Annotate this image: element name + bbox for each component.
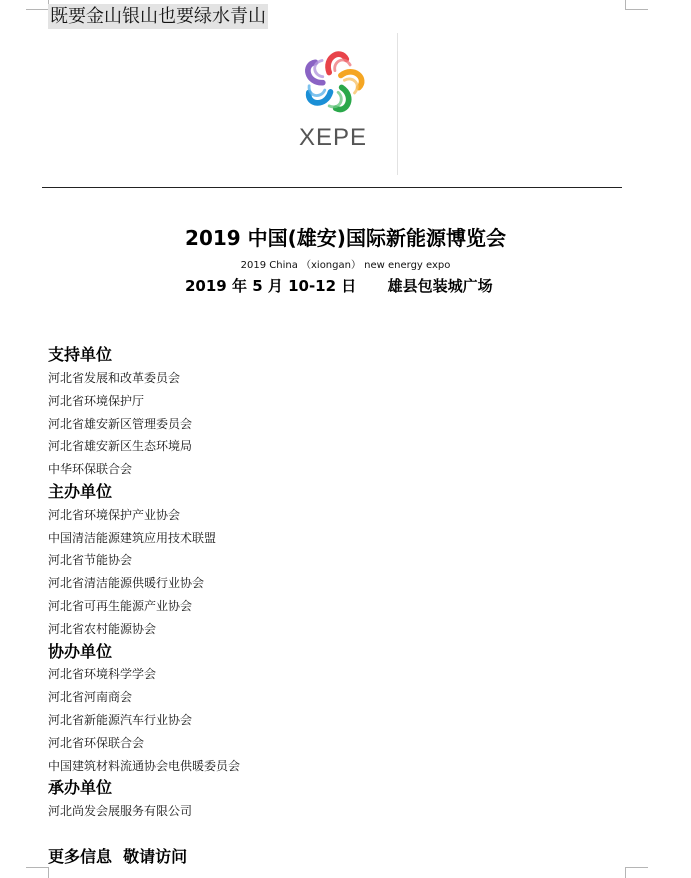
list-item: 河北省环保联合会 (48, 736, 145, 750)
horizontal-rule (42, 187, 622, 188)
list-item: 河北省环境保护厅 (48, 394, 145, 408)
event-title: 2019 中国(雄安)国际新能源博览会 (185, 226, 506, 250)
list-item: 河北尚发会展服务有限公司 (48, 804, 193, 818)
list-item: 河北省新能源汽车行业协会 (48, 713, 193, 727)
list-item: 河北省发展和改革委员会 (48, 371, 181, 385)
logo-divider (397, 33, 398, 175)
event-date-venue (185, 275, 493, 296)
section-heading: 承办单位 (48, 778, 113, 797)
page-corner-mark (625, 0, 648, 10)
section-heading: 协办单位 (48, 642, 113, 661)
list-item: 河北省雄安新区生态环境局 (48, 439, 193, 453)
list-item: 河北省环境科学学会 (48, 667, 157, 681)
list-item: 中国清洁能源建筑应用技术联盟 (48, 531, 217, 545)
event-subtitle: 2019 China （xiongan） new energy expo (240, 260, 451, 271)
page-corner-mark (26, 0, 49, 10)
logo-wordmark: XEPE (298, 124, 368, 151)
list-item: 河北省雄安新区管理委员会 (48, 417, 193, 431)
star-emblem-icon (295, 44, 371, 120)
list-item: 河北省清洁能源供暖行业协会 (48, 576, 205, 590)
more-info-text: 更多信息 敬请访问 (48, 847, 188, 866)
page-corner-mark (625, 867, 648, 878)
list-item: 河北省河南商会 (48, 690, 133, 704)
section-heading: 主办单位 (48, 482, 113, 501)
list-item: 河北省可再生能源产业协会 (48, 599, 193, 613)
list-item: 河北省环境保护产业协会 (48, 508, 181, 522)
list-item: 中华环保联合会 (48, 462, 133, 476)
list-item: 中国建筑材料流通协会电供暖委员会 (48, 759, 241, 773)
headline-text: 既要金山银山也要绿水青山 (50, 6, 266, 27)
section-heading: 支持单位 (48, 345, 113, 364)
list-item: 河北省节能协会 (48, 553, 133, 567)
event-date: 2019 年 5 月 10-12 日 (185, 277, 357, 295)
xepe-logo (290, 44, 376, 152)
list-item: 河北省农村能源协会 (48, 622, 157, 636)
page-corner-mark (26, 867, 49, 878)
event-venue: 雄县包装城广场 (387, 277, 493, 295)
